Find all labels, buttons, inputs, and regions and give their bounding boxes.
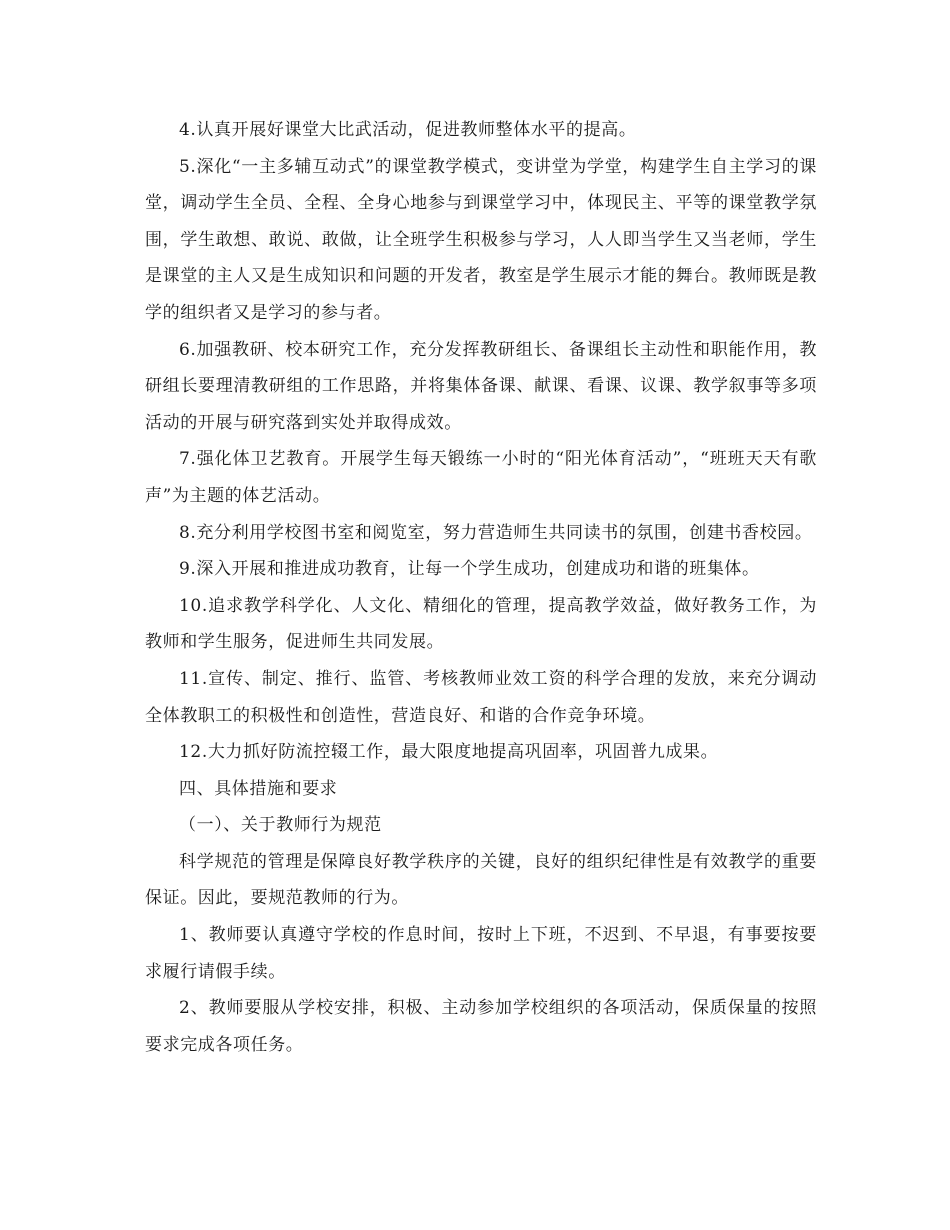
paragraph-item-12: 12.大力抓好防流控辍工作，最大限度地提高巩固率，巩固普九成果。: [179, 742, 719, 763]
section-heading: 四、具体措施和要求: [179, 778, 338, 799]
intro-paragraph: 科学规范的管理是保障良好教学秩序的关键，良好的组织纪律性是有效教学的重要保证。因此，要规范教师的行为。: [145, 851, 817, 909]
paragraph-item-9: 9.深入开展和推进成功教育，让每一个学生成功，创建成功和谐的班集体。: [179, 559, 760, 580]
paragraph-item-4: 4.认真开展好课堂大比武活动，促进教师整体水平的提高。: [179, 120, 637, 140]
paragraph-item-7: 7.强化体卫艺教育。开展学生每天锻练一小时的“阳光体育活动”，“班班天天有歌声”为主题的体艺活动。: [145, 449, 817, 506]
document-body: [145, 112, 817, 1063]
requirement-item-1: 1、教师要认真遵守学校的作息时间，按时上下班，不迟到、不早退，有事要按要求履行请假手续。: [145, 925, 817, 982]
subsection-heading: （一）、关于教师行为规范: [179, 815, 382, 836]
paragraph-item-8: 8.充分利用学校图书室和阅览室，努力营造师生共同读书的氛围，创建书香校园。: [179, 522, 813, 543]
paragraph-item-6: 6.加强教研、校本研究工作，充分发挥教研组长、备课组长主动性和职能作用，教研组长要理清教研组的工作思路，并将集体备课、献课、看课、议课、教学叙事等多项活动的开展与研究落到实处并取得成效。: [145, 339, 817, 433]
paragraph-item-5: 5.深化“一主多辅互动式”的课堂教学模式，变讲堂为学堂，构建学生自主学习的课堂，调动学生全员、全程、全身心地参与到课堂学习中，体现民主、平等的课堂教学氛围，学生敢想、敢说、敢做，让全班学生积极参与学习，人人即当学生又当老师，学生是课堂的主人又是生成知识和问题的开发者，教室是学生展示才能的舞台。教师既是教学的组织者又是学习的参与者。: [145, 156, 817, 323]
paragraph-item-10: 10.追求教学科学化、人文化、精细化的管理，提高教学效益，做好教务工作，为教师和学生服务，促进师生共同发展。: [145, 595, 817, 653]
requirement-item-2: 2、教师要服从学校安排，积极、主动参加学校组织的各项活动，保质保量的按照要求完成各项任务。: [145, 998, 817, 1055]
paragraph-item-11: 11.宣传、制定、推行、监管、考核教师业效工资的科学合理的发放，来充分调动全体教职工的积极性和创造性，营造良好、和谐的合作竞争环境。: [145, 668, 817, 726]
